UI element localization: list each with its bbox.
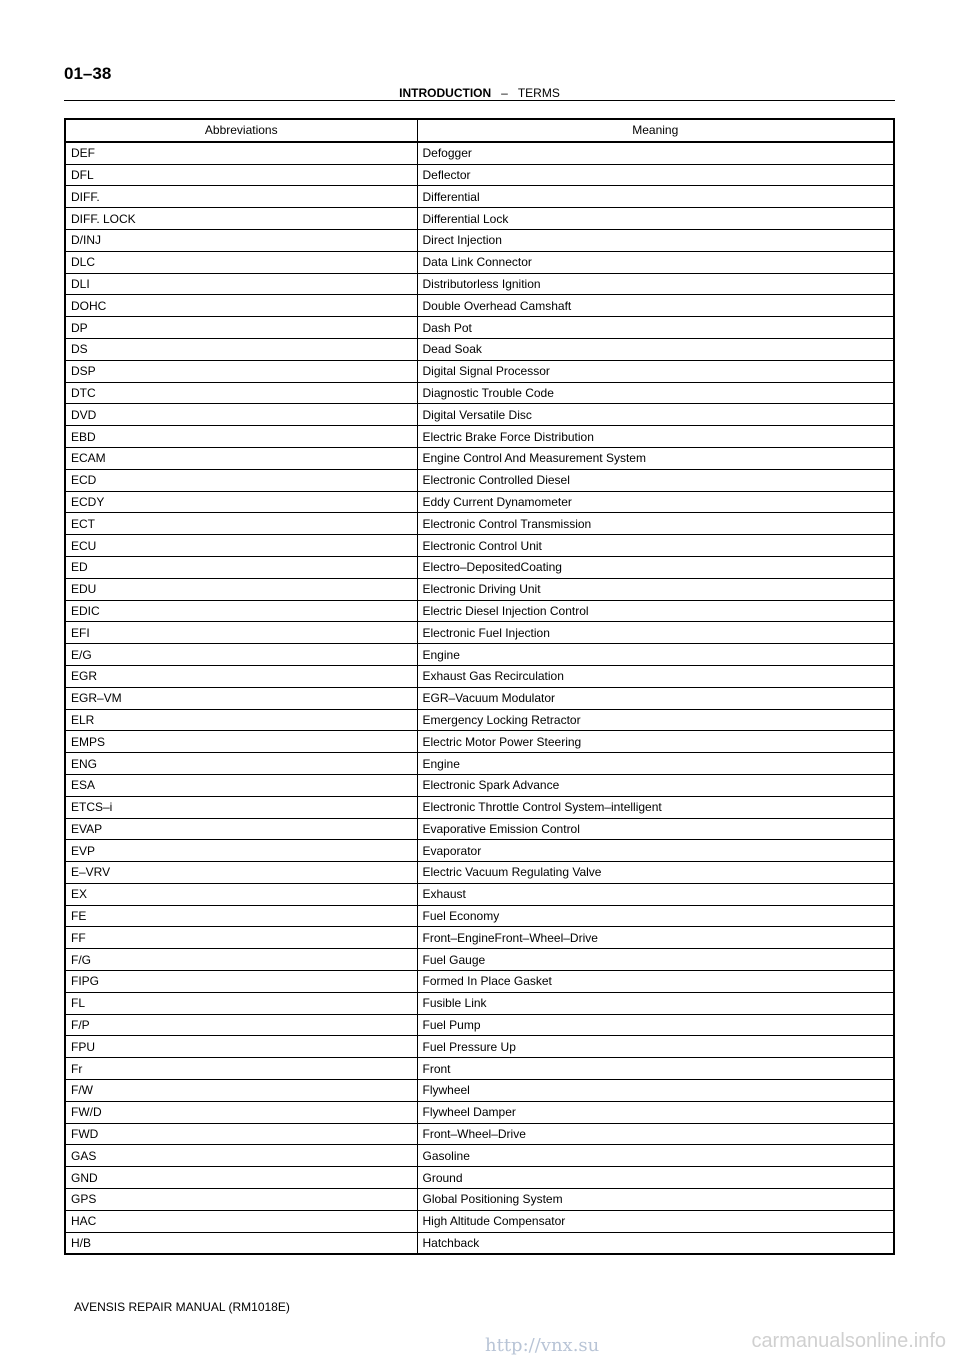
table-row [65, 513, 894, 535]
abbreviation-cell: DSP [65, 360, 417, 382]
page-number: 01–38 [64, 64, 112, 83]
meaning-cell: Exhaust [417, 883, 894, 905]
abbreviation-cell: DIFF. LOCK [65, 208, 417, 230]
table-row [65, 404, 894, 426]
table-row [65, 665, 894, 687]
table-row [65, 556, 894, 578]
abbreviation-cell: DLC [65, 251, 417, 273]
meaning-cell: Fuel Gauge [417, 949, 894, 971]
table-row [65, 883, 894, 905]
abbreviation-cell: ELR [65, 709, 417, 731]
table-row [65, 447, 894, 469]
abbreviations-table [64, 118, 895, 1255]
header-topic: TERMS [517, 86, 560, 100]
table-row [65, 535, 894, 557]
meaning-cell: Differential Lock [417, 208, 894, 230]
abbreviation-cell: DVD [65, 404, 417, 426]
column-header-meaning: Meaning [417, 119, 894, 142]
table-row [65, 927, 894, 949]
table-row [65, 360, 894, 382]
meaning-cell: Front [417, 1058, 894, 1080]
abbreviation-cell: ECAM [65, 447, 417, 469]
abbreviation-cell: EX [65, 883, 417, 905]
meaning-cell: High Altitude Compensator [417, 1210, 894, 1232]
meaning-cell: Engine [417, 753, 894, 775]
table-row [65, 709, 894, 731]
abbreviation-cell: DTC [65, 382, 417, 404]
meaning-cell: Electric Vacuum Regulating Valve [417, 862, 894, 884]
meaning-cell: Data Link Connector [417, 251, 894, 273]
abbreviation-cell: FF [65, 927, 417, 949]
column-header-abbreviations: Abbreviations [65, 119, 417, 142]
abbreviation-cell: ECT [65, 513, 417, 535]
abbreviation-cell: Fr [65, 1058, 417, 1080]
table-row [65, 1101, 894, 1123]
table-row [65, 949, 894, 971]
meaning-cell: Exhaust Gas Recirculation [417, 665, 894, 687]
meaning-cell: Electronic Fuel Injection [417, 622, 894, 644]
table-row [65, 426, 894, 448]
table-row [65, 1058, 894, 1080]
abbreviation-cell: F/P [65, 1014, 417, 1036]
table-row [65, 1080, 894, 1102]
meaning-cell: Electronic Throttle Control System–intelligent [417, 796, 894, 818]
abbreviation-cell: ENG [65, 753, 417, 775]
meaning-cell: Dash Pot [417, 317, 894, 339]
abbreviation-cell: EBD [65, 426, 417, 448]
meaning-cell: Dead Soak [417, 338, 894, 360]
abbreviation-cell: EGR–VM [65, 687, 417, 709]
table-row [65, 338, 894, 360]
abbreviation-cell: ECD [65, 469, 417, 491]
meaning-cell: Electronic Driving Unit [417, 578, 894, 600]
table-row [65, 862, 894, 884]
abbreviation-cell: FE [65, 905, 417, 927]
abbreviation-cell: H/B [65, 1232, 417, 1254]
table-row [65, 1123, 894, 1145]
abbreviation-cell: EFI [65, 622, 417, 644]
meaning-cell: Flywheel [417, 1080, 894, 1102]
meaning-cell: Flywheel Damper [417, 1101, 894, 1123]
abbreviation-cell: EDIC [65, 600, 417, 622]
table-row [65, 164, 894, 186]
table-row [65, 905, 894, 927]
table-row [65, 818, 894, 840]
meaning-cell: Eddy Current Dynamometer [417, 491, 894, 513]
abbreviation-cell: ETCS–i [65, 796, 417, 818]
table-row [65, 992, 894, 1014]
abbreviation-cell: GND [65, 1167, 417, 1189]
table-row [65, 491, 894, 513]
meaning-cell: Engine Control And Measurement System [417, 447, 894, 469]
table-row [65, 774, 894, 796]
meaning-cell: Fusible Link [417, 992, 894, 1014]
abbreviation-cell: EGR [65, 665, 417, 687]
table-row [65, 1014, 894, 1036]
header-separator: – [501, 86, 508, 100]
abbreviation-cell: DP [65, 317, 417, 339]
meaning-cell: Defogger [417, 142, 894, 164]
meaning-cell: Electric Motor Power Steering [417, 731, 894, 753]
meaning-cell: Electric Diesel Injection Control [417, 600, 894, 622]
meaning-cell: Digital Versatile Disc [417, 404, 894, 426]
meaning-cell: Gasoline [417, 1145, 894, 1167]
table-row [65, 1145, 894, 1167]
abbreviation-cell: DLI [65, 273, 417, 295]
abbreviation-cell: ESA [65, 774, 417, 796]
table-row [65, 644, 894, 666]
footer-manual-title: AVENSIS REPAIR MANUAL (RM1018E) [74, 1300, 290, 1314]
table-row [65, 273, 894, 295]
abbreviation-cell: DOHC [65, 295, 417, 317]
abbreviation-cell: E/G [65, 644, 417, 666]
abbreviation-cell: DIFF. [65, 186, 417, 208]
table-row [65, 971, 894, 993]
abbreviation-cell: ECU [65, 535, 417, 557]
table-row [65, 753, 894, 775]
meaning-cell: Evaporative Emission Control [417, 818, 894, 840]
meaning-cell: Engine [417, 644, 894, 666]
meaning-cell: Digital Signal Processor [417, 360, 894, 382]
table-row [65, 622, 894, 644]
table-row [65, 317, 894, 339]
table-body [65, 142, 894, 1255]
table-row [65, 1232, 894, 1254]
abbreviation-cell: FIPG [65, 971, 417, 993]
table-row [65, 469, 894, 491]
abbreviation-cell: ED [65, 556, 417, 578]
meaning-cell: Deflector [417, 164, 894, 186]
meaning-cell: Differential [417, 186, 894, 208]
meaning-cell: EGR–Vacuum Modulator [417, 687, 894, 709]
meaning-cell: Electronic Control Transmission [417, 513, 894, 535]
abbreviation-cell: EMPS [65, 731, 417, 753]
abbreviation-cell: F/W [65, 1080, 417, 1102]
table-header-row [65, 119, 894, 142]
meaning-cell: Electro–DepositedCoating [417, 556, 894, 578]
table-row [65, 840, 894, 862]
abbreviation-cell: F/G [65, 949, 417, 971]
abbreviation-cell: EDU [65, 578, 417, 600]
meaning-cell: Direct Injection [417, 229, 894, 251]
table-row [65, 731, 894, 753]
abbreviation-cell: FPU [65, 1036, 417, 1058]
meaning-cell: Emergency Locking Retractor [417, 709, 894, 731]
table-row [65, 251, 894, 273]
table-row [65, 687, 894, 709]
table-row [65, 578, 894, 600]
table-row [65, 186, 894, 208]
abbreviation-cell: HAC [65, 1210, 417, 1232]
table-row [65, 1167, 894, 1189]
abbreviation-cell: EVP [65, 840, 417, 862]
meaning-cell: Electronic Controlled Diesel [417, 469, 894, 491]
abbreviation-cell: EVAP [65, 818, 417, 840]
meaning-cell: Front–EngineFront–Wheel–Drive [417, 927, 894, 949]
meaning-cell: Distributorless Ignition [417, 273, 894, 295]
abbreviation-cell: FWD [65, 1123, 417, 1145]
meaning-cell: Ground [417, 1167, 894, 1189]
abbreviation-cell: DS [65, 338, 417, 360]
table-row [65, 1189, 894, 1211]
meaning-cell: Evaporator [417, 840, 894, 862]
abbreviation-cell: ECDY [65, 491, 417, 513]
abbreviation-cell: GAS [65, 1145, 417, 1167]
table-row [65, 1210, 894, 1232]
meaning-cell: Electronic Control Unit [417, 535, 894, 557]
table-row [65, 382, 894, 404]
table-row [65, 142, 894, 164]
meaning-cell: Formed In Place Gasket [417, 971, 894, 993]
watermark-site: carmanualsonline.info [751, 1330, 946, 1352]
abbreviation-cell: E–VRV [65, 862, 417, 884]
meaning-cell: Fuel Economy [417, 905, 894, 927]
meaning-cell: Diagnostic Trouble Code [417, 382, 894, 404]
header-section: INTRODUCTION [399, 86, 492, 100]
meaning-cell: Fuel Pressure Up [417, 1036, 894, 1058]
meaning-cell: Double Overhead Camshaft [417, 295, 894, 317]
meaning-cell: Global Positioning System [417, 1189, 894, 1211]
abbreviation-cell: DFL [65, 164, 417, 186]
meaning-cell: Front–Wheel–Drive [417, 1123, 894, 1145]
table-row [65, 208, 894, 230]
running-header [64, 86, 895, 101]
meaning-cell: Fuel Pump [417, 1014, 894, 1036]
meaning-cell: Hatchback [417, 1232, 894, 1254]
abbreviation-cell: GPS [65, 1189, 417, 1211]
meaning-cell: Electronic Spark Advance [417, 774, 894, 796]
table-row [65, 796, 894, 818]
table-row [65, 229, 894, 251]
table-row [65, 600, 894, 622]
abbreviation-cell: FL [65, 992, 417, 1014]
meaning-cell: Electric Brake Force Distribution [417, 426, 894, 448]
table-row [65, 295, 894, 317]
table-row [65, 1036, 894, 1058]
watermark-link[interactable]: http://vnx.su [485, 1335, 600, 1356]
abbreviation-cell: FW/D [65, 1101, 417, 1123]
abbreviation-cell: D/INJ [65, 229, 417, 251]
abbreviation-cell: DEF [65, 142, 417, 164]
